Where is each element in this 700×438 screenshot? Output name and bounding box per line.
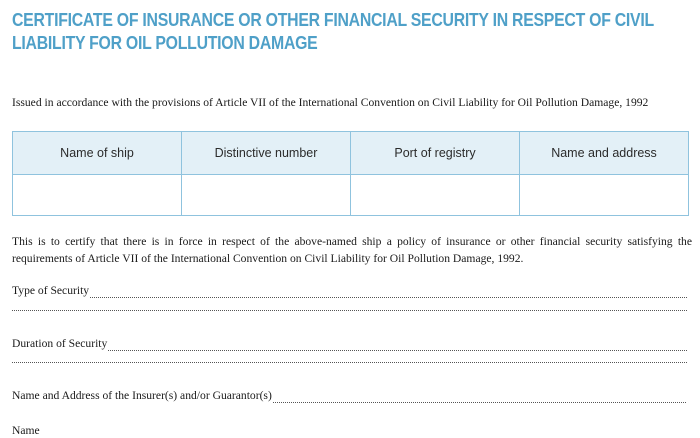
cell-name-and-address[interactable] bbox=[520, 175, 689, 216]
header-name-and-address: Name and address bbox=[520, 132, 689, 175]
insurer-name-address-dotted-line[interactable] bbox=[273, 392, 687, 403]
duration-of-security-continuation-line[interactable] bbox=[12, 361, 687, 363]
duration-of-security-field[interactable] bbox=[12, 337, 687, 351]
cell-port-of-registry[interactable] bbox=[351, 175, 520, 216]
duration-of-security-dotted-line[interactable] bbox=[108, 340, 687, 351]
type-of-security-field[interactable] bbox=[12, 284, 687, 298]
type-of-security-dotted-line[interactable] bbox=[90, 287, 687, 298]
issued-statement: Issued in accordance with the provisions of Article VII of the International Convention on Civil Liability for Oil Pollution Damage, 1992 bbox=[12, 96, 649, 109]
name-field-label: Name bbox=[12, 424, 40, 437]
header-port-of-registry: Port of registry bbox=[351, 132, 520, 175]
insurer-name-address-field[interactable] bbox=[12, 389, 687, 403]
certificate-title: CERTIFICATE OF INSURANCE OR OTHER FINANCIAL SECURITY IN RESPECT OF CIVIL LIABILITY FOR OIL POLLUTION DAMAGE bbox=[12, 10, 654, 53]
ship-table-header-row bbox=[13, 132, 689, 175]
type-of-security-label: Type of Security bbox=[12, 284, 90, 297]
insurer-name-address-label: Name and Address of the Insurer(s) and/or Guarantor(s) bbox=[12, 389, 272, 402]
header-name-of-ship: Name of ship bbox=[13, 132, 182, 175]
cell-distinctive-number[interactable] bbox=[182, 175, 351, 216]
certification-statement: This is to certify that there is in force in respect of the above-named ship a policy of insurance or other financial security satisfying the requirements of Article VII of the International Convention on Civil Liability for Oil Pollution Damage, 1992. bbox=[12, 235, 692, 265]
cell-name-of-ship[interactable] bbox=[13, 175, 182, 216]
header-distinctive-number: Distinctive number bbox=[182, 132, 351, 175]
type-of-security-continuation-line[interactable] bbox=[12, 309, 687, 311]
ship-details-table bbox=[12, 131, 689, 216]
ship-table-value-row bbox=[13, 175, 689, 216]
duration-of-security-label: Duration of Security bbox=[12, 337, 108, 350]
